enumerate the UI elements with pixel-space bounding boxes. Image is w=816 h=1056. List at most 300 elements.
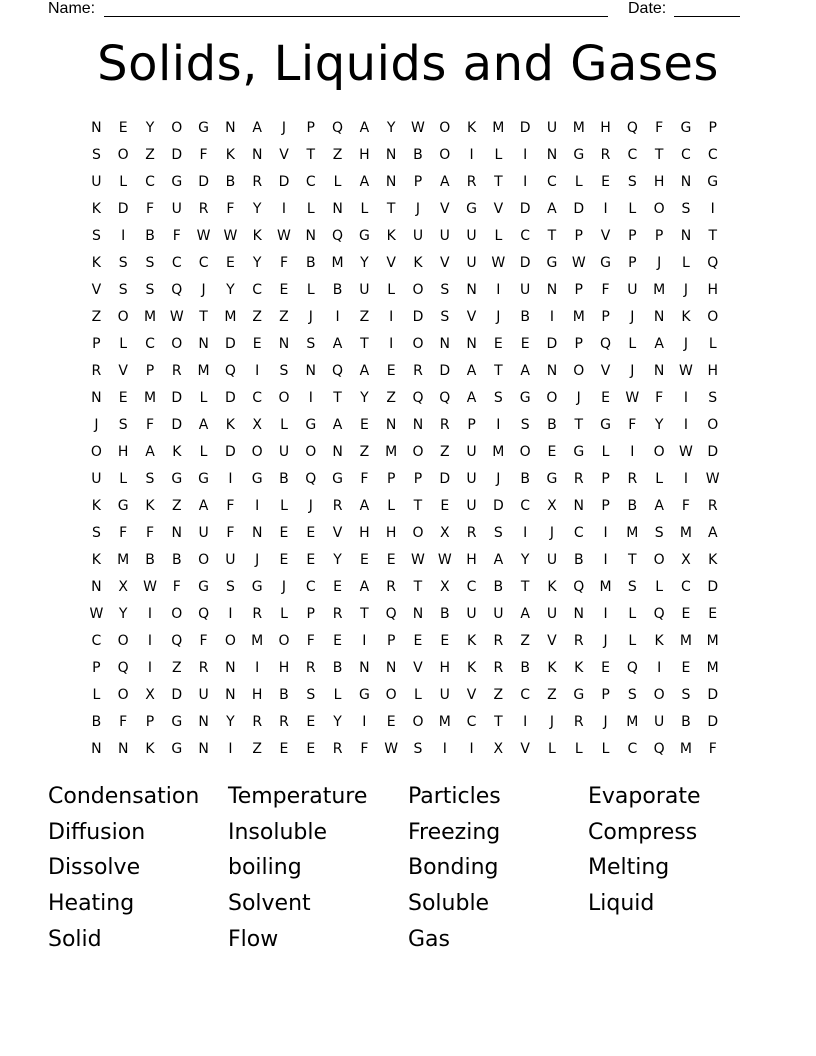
grid-letter[interactable]: F bbox=[628, 416, 637, 433]
grid-letter[interactable]: Q bbox=[573, 578, 585, 595]
grid-letter[interactable]: L bbox=[655, 578, 664, 595]
grid-letter[interactable]: F bbox=[601, 281, 610, 298]
grid-letter[interactable]: P bbox=[628, 254, 637, 271]
grid-letter[interactable]: G bbox=[546, 470, 558, 487]
grid-letter[interactable]: G bbox=[171, 713, 183, 730]
grid-letter[interactable]: K bbox=[145, 740, 155, 757]
grid-letter[interactable]: M bbox=[143, 389, 157, 406]
grid-letter[interactable]: U bbox=[278, 443, 290, 460]
grid-letter[interactable]: K bbox=[681, 308, 691, 325]
grid-letter[interactable]: L bbox=[387, 281, 396, 298]
grid-letter[interactable]: M bbox=[679, 632, 692, 649]
grid-letter[interactable]: L bbox=[574, 173, 583, 190]
grid-letter[interactable]: D bbox=[707, 578, 719, 595]
grid-letter[interactable]: U bbox=[546, 551, 558, 568]
grid-letter[interactable]: L bbox=[414, 686, 422, 703]
grid-letter[interactable]: N bbox=[439, 335, 450, 352]
grid-letter[interactable]: K bbox=[91, 200, 101, 217]
grid-letter[interactable]: O bbox=[439, 119, 451, 136]
grid-letter[interactable]: E bbox=[520, 335, 530, 352]
grid-letter[interactable]: U bbox=[412, 227, 424, 244]
grid-letter[interactable]: V bbox=[332, 524, 343, 541]
grid-letter[interactable]: A bbox=[520, 605, 530, 622]
grid-letter[interactable]: I bbox=[228, 740, 233, 757]
grid-letter[interactable]: V bbox=[547, 632, 557, 649]
grid-letter[interactable]: R bbox=[466, 524, 477, 541]
grid-letter[interactable]: O bbox=[412, 524, 424, 541]
grid-letter[interactable]: K bbox=[708, 551, 718, 568]
grid-letter[interactable]: T bbox=[413, 497, 423, 514]
grid-letter[interactable]: N bbox=[171, 524, 183, 541]
grid-letter[interactable]: E bbox=[440, 497, 450, 514]
grid-letter[interactable]: E bbox=[601, 389, 610, 406]
grid-letter[interactable]: E bbox=[225, 254, 235, 271]
grid-letter[interactable]: C bbox=[627, 740, 638, 757]
grid-letter[interactable]: H bbox=[117, 443, 129, 460]
grid-letter[interactable]: F bbox=[226, 200, 235, 217]
grid-letter[interactable]: R bbox=[332, 497, 343, 514]
grid-letter[interactable]: E bbox=[118, 119, 128, 136]
grid-letter[interactable]: A bbox=[439, 173, 450, 190]
grid-letter[interactable]: X bbox=[493, 740, 504, 757]
grid-letter[interactable]: L bbox=[199, 443, 208, 460]
grid-letter[interactable]: K bbox=[654, 632, 664, 649]
grid-letter[interactable]: F bbox=[119, 524, 128, 541]
grid-letter[interactable]: S bbox=[627, 173, 637, 190]
grid-letter[interactable]: R bbox=[198, 659, 209, 676]
grid-letter[interactable]: Q bbox=[707, 254, 719, 271]
grid-letter[interactable]: U bbox=[359, 281, 370, 298]
grid-letter[interactable]: K bbox=[413, 254, 423, 271]
grid-letter[interactable]: Z bbox=[439, 443, 450, 460]
grid-letter[interactable]: B bbox=[332, 659, 343, 676]
grid-letter[interactable]: V bbox=[520, 740, 530, 757]
grid-letter[interactable]: F bbox=[119, 713, 128, 730]
grid-letter[interactable]: P bbox=[306, 119, 315, 136]
grid-letter[interactable]: E bbox=[252, 335, 262, 352]
grid-letter[interactable]: Q bbox=[439, 389, 451, 406]
grid-letter[interactable]: D bbox=[224, 389, 236, 406]
grid-letter[interactable]: N bbox=[332, 200, 343, 217]
grid-letter[interactable]: G bbox=[117, 497, 129, 514]
grid-letter[interactable]: E bbox=[681, 605, 691, 622]
grid-letter[interactable]: D bbox=[278, 173, 290, 190]
grid-letter[interactable]: I bbox=[496, 281, 501, 298]
grid-letter[interactable]: N bbox=[466, 281, 477, 298]
grid-letter[interactable]: S bbox=[91, 146, 101, 163]
grid-letter[interactable]: D bbox=[707, 686, 719, 703]
grid-letter[interactable]: Z bbox=[359, 443, 370, 460]
grid-letter[interactable]: I bbox=[657, 659, 662, 676]
grid-letter[interactable]: S bbox=[91, 524, 101, 541]
grid-letter[interactable]: A bbox=[654, 497, 664, 514]
grid-letter[interactable]: R bbox=[493, 659, 504, 676]
grid-letter[interactable]: G bbox=[546, 254, 558, 271]
grid-letter[interactable]: F bbox=[360, 740, 369, 757]
grid-letter[interactable]: J bbox=[630, 308, 635, 325]
grid-letter[interactable]: V bbox=[118, 362, 128, 379]
grid-letter[interactable]: O bbox=[90, 443, 102, 460]
name-blank-line[interactable] bbox=[104, 16, 608, 17]
grid-letter[interactable]: T bbox=[494, 713, 503, 730]
grid-letter[interactable]: E bbox=[306, 713, 316, 730]
grid-letter[interactable]: M bbox=[572, 308, 585, 325]
grid-letter[interactable]: N bbox=[653, 362, 665, 379]
grid-letter[interactable]: O bbox=[198, 551, 210, 568]
grid-letter[interactable]: D bbox=[707, 713, 719, 730]
grid-letter[interactable]: B bbox=[305, 254, 316, 271]
grid-letter[interactable]: R bbox=[493, 632, 504, 649]
grid-letter[interactable]: U bbox=[466, 497, 477, 514]
grid-letter[interactable]: R bbox=[573, 713, 584, 730]
grid-letter[interactable]: E bbox=[386, 713, 396, 730]
grid-letter[interactable]: T bbox=[306, 146, 316, 163]
grid-letter[interactable]: L bbox=[682, 254, 690, 271]
grid-letter[interactable]: L bbox=[655, 470, 664, 487]
grid-letter[interactable]: G bbox=[305, 416, 317, 433]
grid-letter[interactable]: V bbox=[600, 362, 611, 379]
grid-letter[interactable]: O bbox=[412, 443, 424, 460]
grid-letter[interactable]: O bbox=[117, 308, 129, 325]
grid-letter[interactable]: I bbox=[523, 146, 528, 163]
grid-letter[interactable]: M bbox=[197, 362, 210, 379]
grid-letter[interactable]: Q bbox=[600, 335, 612, 352]
grid-letter[interactable]: B bbox=[439, 605, 450, 622]
grid-letter[interactable]: I bbox=[496, 416, 501, 433]
grid-letter[interactable]: G bbox=[171, 470, 183, 487]
grid-letter[interactable]: L bbox=[280, 497, 288, 514]
grid-letter[interactable]: J bbox=[603, 713, 608, 730]
grid-letter[interactable]: N bbox=[305, 227, 317, 244]
grid-letter[interactable]: M bbox=[653, 281, 666, 298]
grid-letter[interactable]: D bbox=[117, 200, 129, 217]
grid-letter[interactable]: I bbox=[683, 389, 688, 406]
grid-letter[interactable]: P bbox=[92, 335, 101, 352]
grid-letter[interactable]: D bbox=[439, 470, 451, 487]
grid-letter[interactable]: M bbox=[679, 740, 692, 757]
grid-letter[interactable]: Y bbox=[360, 254, 369, 271]
grid-letter[interactable]: E bbox=[306, 524, 316, 541]
grid-letter[interactable]: Y bbox=[654, 416, 664, 433]
grid-letter[interactable]: I bbox=[121, 227, 126, 244]
grid-letter[interactable]: T bbox=[520, 578, 530, 595]
grid-letter[interactable]: N bbox=[225, 119, 236, 136]
grid-letter[interactable]: G bbox=[358, 227, 370, 244]
grid-letter[interactable]: H bbox=[653, 173, 665, 190]
grid-letter[interactable]: L bbox=[280, 605, 288, 622]
grid-letter[interactable]: U bbox=[171, 200, 182, 217]
grid-letter[interactable]: B bbox=[573, 551, 584, 568]
grid-letter[interactable]: S bbox=[708, 389, 718, 406]
grid-letter[interactable]: F bbox=[145, 524, 155, 541]
grid-letter[interactable]: I bbox=[469, 740, 474, 757]
grid-letter[interactable]: V bbox=[439, 254, 450, 271]
grid-letter[interactable]: J bbox=[308, 308, 313, 325]
grid-letter[interactable]: R bbox=[252, 605, 263, 622]
grid-letter[interactable]: M bbox=[224, 308, 237, 325]
grid-letter[interactable]: I bbox=[255, 659, 260, 676]
grid-letter[interactable]: A bbox=[466, 362, 477, 379]
grid-letter[interactable]: T bbox=[494, 362, 503, 379]
grid-letter[interactable]: P bbox=[574, 335, 583, 352]
grid-letter[interactable]: U bbox=[225, 551, 236, 568]
grid-letter[interactable]: V bbox=[386, 254, 396, 271]
grid-letter[interactable]: H bbox=[278, 659, 290, 676]
grid-letter[interactable]: R bbox=[573, 632, 584, 649]
grid-letter[interactable]: U bbox=[466, 470, 477, 487]
grid-letter[interactable]: K bbox=[225, 416, 235, 433]
grid-letter[interactable]: R bbox=[91, 362, 102, 379]
grid-letter[interactable]: K bbox=[91, 551, 101, 568]
grid-letter[interactable]: W bbox=[411, 119, 425, 136]
grid-letter[interactable]: Z bbox=[520, 632, 530, 649]
grid-letter[interactable]: P bbox=[386, 470, 396, 487]
grid-letter[interactable]: C bbox=[91, 632, 102, 649]
grid-letter[interactable]: S bbox=[520, 416, 530, 433]
grid-letter[interactable]: X bbox=[681, 551, 691, 568]
grid-letter[interactable]: K bbox=[252, 227, 262, 244]
grid-letter[interactable]: Z bbox=[252, 308, 262, 325]
grid-letter[interactable]: D bbox=[171, 686, 183, 703]
grid-letter[interactable]: C bbox=[573, 524, 584, 541]
grid-letter[interactable]: W bbox=[196, 227, 211, 244]
grid-letter[interactable]: V bbox=[493, 200, 504, 217]
grid-letter[interactable]: Y bbox=[360, 389, 369, 406]
grid-letter[interactable]: S bbox=[654, 524, 664, 541]
grid-letter[interactable]: O bbox=[707, 308, 719, 325]
grid-letter[interactable]: J bbox=[630, 362, 635, 379]
grid-letter[interactable]: S bbox=[118, 281, 128, 298]
grid-letter[interactable]: E bbox=[359, 416, 369, 433]
grid-letter[interactable]: O bbox=[171, 605, 183, 622]
grid-letter[interactable]: L bbox=[306, 200, 315, 217]
grid-letter[interactable]: C bbox=[520, 497, 531, 514]
grid-letter[interactable]: S bbox=[681, 200, 691, 217]
grid-letter[interactable]: D bbox=[492, 497, 504, 514]
grid-letter[interactable]: T bbox=[360, 335, 369, 352]
grid-letter[interactable]: N bbox=[653, 308, 665, 325]
grid-letter[interactable]: N bbox=[225, 686, 236, 703]
grid-letter[interactable]: D bbox=[171, 146, 183, 163]
grid-letter[interactable]: N bbox=[466, 335, 477, 352]
grid-letter[interactable]: U bbox=[520, 281, 531, 298]
grid-letter[interactable]: N bbox=[332, 443, 343, 460]
grid-letter[interactable]: L bbox=[387, 497, 396, 514]
grid-letter[interactable]: G bbox=[466, 200, 477, 217]
grid-letter[interactable]: N bbox=[278, 335, 290, 352]
grid-letter[interactable]: U bbox=[627, 281, 638, 298]
grid-letter[interactable]: Z bbox=[359, 308, 370, 325]
grid-letter[interactable]: S bbox=[145, 470, 155, 487]
grid-letter[interactable]: O bbox=[546, 389, 558, 406]
grid-letter[interactable]: O bbox=[305, 443, 317, 460]
grid-letter[interactable]: W bbox=[571, 254, 586, 271]
grid-letter[interactable]: B bbox=[493, 578, 504, 595]
grid-letter[interactable]: W bbox=[411, 551, 425, 568]
grid-letter[interactable]: I bbox=[255, 362, 260, 379]
grid-letter[interactable]: A bbox=[466, 389, 477, 406]
grid-letter[interactable]: L bbox=[574, 740, 583, 757]
grid-letter[interactable]: O bbox=[573, 362, 585, 379]
grid-letter[interactable]: O bbox=[251, 443, 263, 460]
grid-letter[interactable]: C bbox=[547, 173, 557, 190]
grid-letter[interactable]: H bbox=[251, 686, 263, 703]
grid-letter[interactable]: C bbox=[145, 335, 155, 352]
grid-letter[interactable]: U bbox=[91, 173, 102, 190]
grid-letter[interactable]: C bbox=[681, 578, 691, 595]
grid-letter[interactable]: I bbox=[469, 146, 474, 163]
grid-letter[interactable]: F bbox=[681, 497, 690, 514]
grid-letter[interactable]: O bbox=[278, 389, 290, 406]
grid-letter[interactable]: L bbox=[119, 173, 128, 190]
grid-letter[interactable]: G bbox=[600, 254, 611, 271]
grid-letter[interactable]: S bbox=[493, 389, 503, 406]
grid-letter[interactable]: N bbox=[546, 281, 558, 298]
grid-letter[interactable]: A bbox=[359, 497, 370, 514]
grid-letter[interactable]: M bbox=[626, 524, 639, 541]
grid-letter[interactable]: E bbox=[359, 551, 369, 568]
grid-letter[interactable]: O bbox=[412, 713, 424, 730]
grid-letter[interactable]: F bbox=[279, 254, 288, 271]
grid-letter[interactable]: S bbox=[627, 578, 637, 595]
grid-letter[interactable]: D bbox=[224, 443, 236, 460]
grid-letter[interactable]: E bbox=[386, 551, 396, 568]
grid-letter[interactable]: G bbox=[573, 443, 585, 460]
grid-letter[interactable]: J bbox=[255, 551, 260, 568]
grid-letter[interactable]: Y bbox=[252, 200, 262, 217]
grid-letter[interactable]: N bbox=[198, 740, 209, 757]
grid-letter[interactable]: Y bbox=[226, 713, 235, 730]
grid-letter[interactable]: P bbox=[654, 227, 664, 244]
grid-letter[interactable]: N bbox=[251, 524, 263, 541]
grid-letter[interactable]: G bbox=[358, 686, 370, 703]
grid-letter[interactable]: R bbox=[627, 470, 638, 487]
grid-letter[interactable]: E bbox=[547, 443, 557, 460]
grid-letter[interactable]: X bbox=[439, 578, 450, 595]
grid-letter[interactable]: Y bbox=[520, 551, 530, 568]
grid-letter[interactable]: S bbox=[145, 281, 155, 298]
grid-letter[interactable]: O bbox=[224, 632, 236, 649]
grid-letter[interactable]: C bbox=[252, 389, 263, 406]
grid-letter[interactable]: G bbox=[573, 686, 585, 703]
grid-letter[interactable]: N bbox=[359, 659, 370, 676]
grid-letter[interactable]: V bbox=[91, 281, 102, 298]
grid-letter[interactable]: R bbox=[386, 578, 397, 595]
grid-letter[interactable]: F bbox=[199, 146, 208, 163]
grid-letter[interactable]: N bbox=[198, 713, 209, 730]
grid-letter[interactable]: I bbox=[603, 200, 608, 217]
grid-letter[interactable]: M bbox=[706, 632, 719, 649]
grid-letter[interactable]: Z bbox=[547, 686, 557, 703]
grid-letter[interactable]: K bbox=[466, 632, 477, 649]
grid-letter[interactable]: C bbox=[198, 254, 209, 271]
grid-letter[interactable]: I bbox=[362, 713, 367, 730]
grid-letter[interactable]: K bbox=[574, 659, 584, 676]
grid-letter[interactable]: M bbox=[572, 119, 585, 136]
grid-letter[interactable]: B bbox=[547, 416, 557, 433]
grid-letter[interactable]: G bbox=[332, 470, 343, 487]
grid-letter[interactable]: R bbox=[305, 659, 316, 676]
grid-letter[interactable]: O bbox=[412, 281, 424, 298]
grid-letter[interactable]: P bbox=[145, 362, 155, 379]
grid-letter[interactable]: B bbox=[413, 146, 423, 163]
grid-letter[interactable]: E bbox=[279, 551, 289, 568]
grid-letter[interactable]: N bbox=[412, 605, 424, 622]
grid-letter[interactable]: F bbox=[145, 200, 155, 217]
grid-letter[interactable]: S bbox=[306, 686, 316, 703]
grid-letter[interactable]: T bbox=[333, 389, 342, 406]
grid-letter[interactable]: B bbox=[171, 551, 182, 568]
grid-letter[interactable]: J bbox=[94, 416, 99, 433]
grid-letter[interactable]: H bbox=[359, 524, 370, 541]
grid-letter[interactable]: P bbox=[92, 659, 101, 676]
grid-letter[interactable]: O bbox=[171, 335, 183, 352]
grid-letter[interactable]: L bbox=[494, 227, 503, 244]
grid-letter[interactable]: I bbox=[683, 470, 688, 487]
grid-letter[interactable]: B bbox=[279, 686, 289, 703]
grid-letter[interactable]: I bbox=[255, 497, 260, 514]
grid-letter[interactable]: Z bbox=[386, 389, 396, 406]
grid-letter[interactable]: L bbox=[601, 740, 610, 757]
grid-letter[interactable]: W bbox=[705, 470, 720, 487]
grid-letter[interactable]: A bbox=[493, 551, 504, 568]
grid-letter[interactable]: G bbox=[251, 578, 263, 595]
grid-letter[interactable]: Q bbox=[626, 119, 638, 136]
grid-letter[interactable]: L bbox=[92, 686, 101, 703]
grid-letter[interactable]: N bbox=[546, 146, 558, 163]
grid-letter[interactable]: N bbox=[117, 740, 129, 757]
grid-letter[interactable]: L bbox=[628, 200, 637, 217]
grid-letter[interactable]: N bbox=[91, 389, 102, 406]
grid-letter[interactable]: G bbox=[171, 173, 183, 190]
grid-letter[interactable]: D bbox=[224, 335, 236, 352]
grid-letter[interactable]: K bbox=[386, 227, 396, 244]
grid-letter[interactable]: C bbox=[520, 227, 531, 244]
grid-letter[interactable]: F bbox=[199, 632, 208, 649]
grid-letter[interactable]: P bbox=[601, 308, 610, 325]
grid-letter[interactable]: W bbox=[384, 740, 399, 757]
grid-letter[interactable]: G bbox=[573, 146, 585, 163]
grid-letter[interactable]: R bbox=[332, 740, 343, 757]
grid-letter[interactable]: L bbox=[306, 281, 315, 298]
grid-letter[interactable]: I bbox=[603, 551, 608, 568]
grid-letter[interactable]: M bbox=[143, 308, 157, 325]
grid-letter[interactable]: O bbox=[117, 686, 129, 703]
grid-letter[interactable]: L bbox=[280, 416, 288, 433]
grid-letter[interactable]: C bbox=[305, 173, 316, 190]
grid-letter[interactable]: N bbox=[680, 227, 692, 244]
grid-letter[interactable]: I bbox=[308, 389, 313, 406]
grid-letter[interactable]: B bbox=[279, 470, 289, 487]
grid-letter[interactable]: D bbox=[171, 389, 183, 406]
grid-letter[interactable]: C bbox=[145, 173, 155, 190]
grid-letter[interactable]: F bbox=[172, 578, 181, 595]
grid-letter[interactable]: E bbox=[306, 551, 316, 568]
grid-letter[interactable]: A bbox=[359, 173, 370, 190]
grid-letter[interactable]: F bbox=[708, 740, 717, 757]
grid-letter[interactable]: O bbox=[117, 146, 129, 163]
grid-letter[interactable]: L bbox=[360, 200, 369, 217]
grid-letter[interactable]: B bbox=[145, 227, 155, 244]
grid-letter[interactable]: S bbox=[413, 740, 423, 757]
grid-letter[interactable]: P bbox=[601, 497, 610, 514]
grid-letter[interactable]: G bbox=[519, 389, 531, 406]
grid-letter[interactable]: O bbox=[707, 416, 719, 433]
grid-letter[interactable]: Z bbox=[252, 740, 262, 757]
grid-letter[interactable]: J bbox=[281, 578, 287, 595]
grid-letter[interactable]: U bbox=[493, 605, 504, 622]
grid-letter[interactable]: Y bbox=[145, 119, 155, 136]
